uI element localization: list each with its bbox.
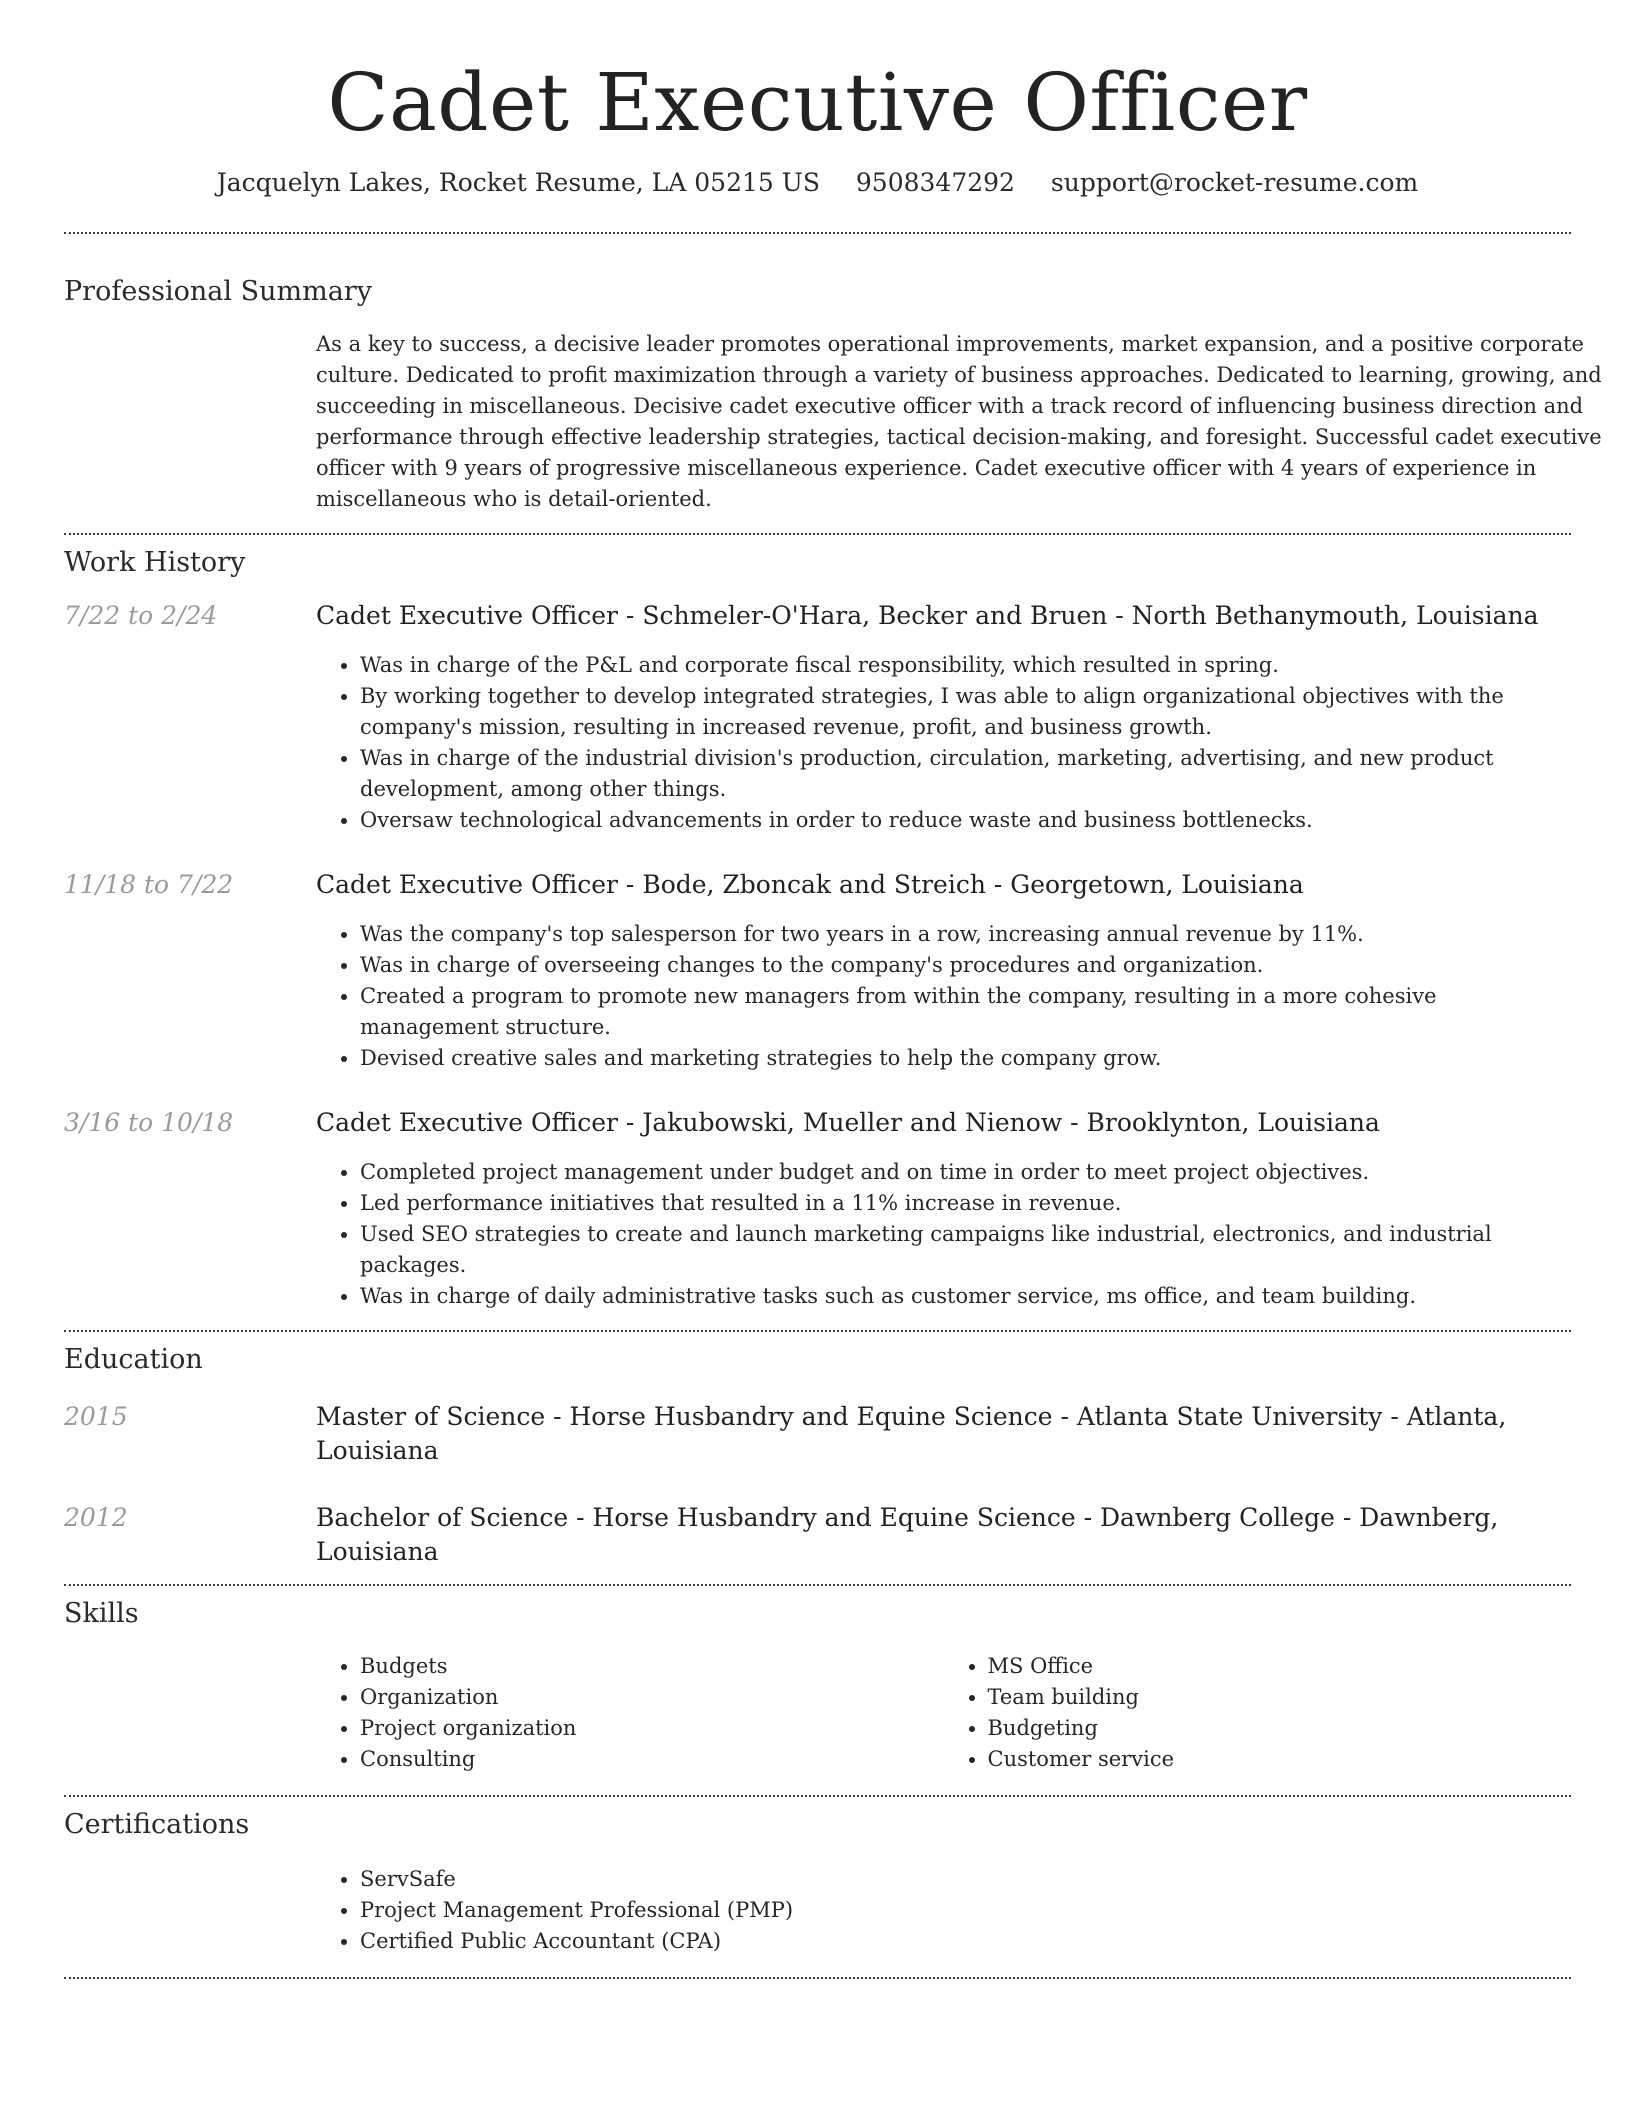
list-item: • Customer service [988, 1744, 1572, 1775]
job-body [316, 601, 1571, 836]
list-item: • ServSafe [360, 1864, 1571, 1895]
list-item: • Budgets [360, 1651, 944, 1682]
resume-page [64, 0, 1602, 1979]
divider [64, 232, 1571, 234]
skills-column-right [944, 1651, 1572, 1775]
list-item: • Project Management Professional (PMP) [360, 1895, 1571, 1926]
list-item: • Certified Public Accountant (CPA) [360, 1926, 1571, 1957]
education-degree: Bachelor of Science - Horse Husbandry and Equine Science - Dawnberg College - Dawnberg, Louisiana [316, 1503, 1499, 1566]
job-entry [64, 601, 1571, 836]
list-item: • Team building [988, 1682, 1572, 1713]
list-item: • Used SEO strategies to create and launch marketing campaigns like industrial, electronics, and industrial packages. [360, 1219, 1571, 1281]
list-item: • Organization [360, 1682, 944, 1713]
job-entry [64, 870, 1571, 1074]
section-heading-summary: Professional Summary [64, 276, 372, 307]
divider [64, 1584, 1571, 1586]
list-item: • Was in charge of daily administrative tasks such as customer service, ms office, and team building. [360, 1281, 1571, 1312]
list-item: • Project organization [360, 1713, 944, 1744]
list-item: • Was in charge of the P&L and corporate fiscal responsibility, which resulted in spring. [360, 650, 1571, 681]
education-year: 2012 [64, 1503, 128, 1532]
contact-email: support@rocket-resume.com [1050, 168, 1419, 197]
education-entry [64, 1400, 1571, 1468]
divider [64, 1330, 1571, 1332]
list-item: • Led performance initiatives that resulted in a 11% increase in revenue. [360, 1188, 1571, 1219]
divider [64, 533, 1571, 535]
list-item: • Oversaw technological advancements in order to reduce waste and business bottlenecks. [360, 805, 1571, 836]
education-year: 2015 [64, 1402, 128, 1431]
list-item: • MS Office [988, 1651, 1572, 1682]
job-dates: 7/22 to 2/24 [64, 601, 218, 630]
divider [64, 1977, 1571, 1979]
summary-text: As a key to success, a decisive leader promotes operational improvements, market expansion, and a positive corporate culture. Dedicated to profit maximization through a variety of business approaches. Dedicated to learning, growing, and succeeding in miscellaneous. Decisive cadet executive officer with a track record of influencing business direction and performance through effective leadership strategies, tactical decision-making, and foresight. Successful cadet executive officer with 9 years of progressive miscellaneous experience. Cadet executive officer with 4 years of experience in miscellaneous who is detail-oriented. [316, 332, 1602, 511]
job-body [316, 870, 1571, 1074]
divider [64, 1795, 1571, 1797]
education-degree: Master of Science - Horse Husbandry and Equine Science - Atlanta State University - Atlanta, Louisiana [316, 1402, 1507, 1465]
contact-phone: 9508347292 [855, 168, 1015, 197]
page-title: Cadet Executive Officer [327, 56, 1308, 149]
job-dates: 3/16 to 10/18 [64, 1108, 234, 1137]
job-title: Cadet Executive Officer - Schmeler-O'Hara, Becker and Bruen - North Bethanymouth, Louisiana [316, 601, 1539, 630]
section-heading-education: Education [64, 1344, 203, 1375]
skills-list [316, 1651, 1571, 1775]
contact-address: Jacquelyn Lakes, Rocket Resume, LA 05215 US [216, 168, 820, 197]
job-bullets [316, 1157, 1571, 1312]
list-item: • Was the company's top salesperson for two years in a row, increasing annual revenue by 11%. [360, 919, 1571, 950]
list-item: • Budgeting [988, 1713, 1572, 1744]
list-item: • Created a program to promote new managers from within the company, resulting in a more cohesive management structure. [360, 981, 1571, 1043]
section-heading-work-history: Work History [64, 547, 246, 578]
list-item: • Was in charge of the industrial division's production, circulation, marketing, advertising, and new product development, among other things. [360, 743, 1571, 805]
job-bullets [316, 650, 1571, 836]
section-heading-certifications: Certifications [64, 1809, 250, 1840]
job-title: Cadet Executive Officer - Jakubowski, Mueller and Nienow - Brooklynton, Louisiana [316, 1108, 1380, 1137]
list-item: • Was in charge of overseeing changes to the company's procedures and organization. [360, 950, 1571, 981]
certifications-list [316, 1864, 1571, 1957]
skills-column-left [316, 1651, 944, 1775]
list-item: • By working together to develop integrated strategies, I was able to align organizational objectives with the company's mission, resulting in increased revenue, profit, and business growth. [360, 681, 1571, 743]
list-item: • Consulting [360, 1744, 944, 1775]
job-title: Cadet Executive Officer - Bode, Zboncak and Streich - Georgetown, Louisiana [316, 870, 1304, 899]
contact-line [64, 168, 1571, 198]
section-heading-skills: Skills [64, 1598, 139, 1629]
job-bullets [316, 919, 1571, 1074]
list-item: • Completed project management under budget and on time in order to meet project objectives. [360, 1157, 1571, 1188]
list-item: • Devised creative sales and marketing strategies to help the company grow. [360, 1043, 1571, 1074]
education-entry [64, 1501, 1571, 1569]
job-entry [64, 1108, 1571, 1312]
job-dates: 11/18 to 7/22 [64, 870, 234, 899]
job-body [316, 1108, 1571, 1312]
